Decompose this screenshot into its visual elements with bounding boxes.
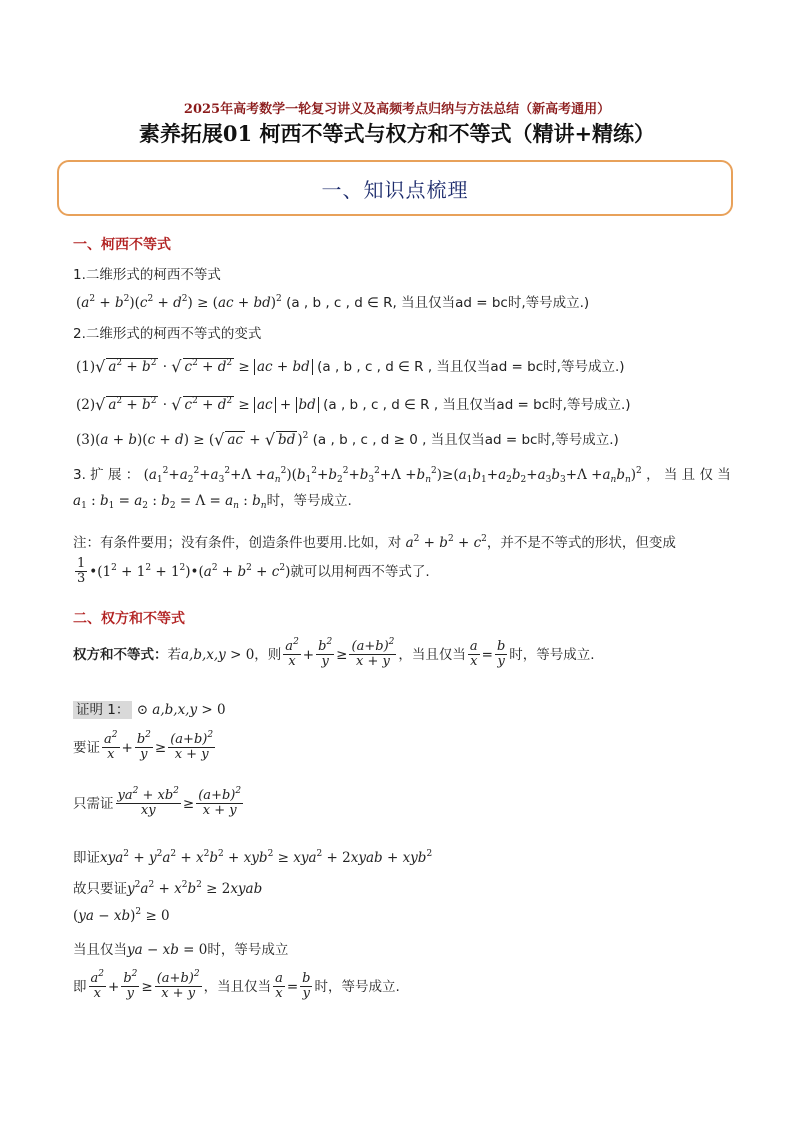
extension-label: 3. 扩 展 ： xyxy=(73,467,140,483)
extension-line-2: $a_1$ : $b_1 = a_2$ : $b_2 = \Lambda = a_n$ : $b_n$时，等号成立. xyxy=(73,493,352,511)
formula-variant-3: (3)(a + b)(c + d) ≥ (√ ac + √ bd )$^2$ (a , b , c , d ≥ 0 , 当且仅当ad = bc时,等号成立.) xyxy=(76,430,619,449)
proof-step-only-need: 只需证 $\frac{ya^2 + xb^2}{xy}$ ≥ $\frac{(a+b)^2}{x + y}$ xyxy=(73,786,242,819)
proof-step-equality: 当且仅当ya − xb = 0时，等号成立 xyxy=(73,942,289,958)
proof-step-require: 要证 $\frac{a^2}{x}$ + $\frac{b^2}{y}$ ≥ $\frac{(a+b)^2}{x + y}$ xyxy=(73,730,214,763)
note-line-1: 注：有条件要用；没有条件，创造条件也要用.比如，对 $a^2 + b^2 + c^2$，并不是不等式的形状，但变成 xyxy=(73,534,676,551)
section-banner xyxy=(57,160,733,216)
proof-equal-tail: 时，等号成立 xyxy=(207,942,289,958)
proof-equal-when: 当且仅当 xyxy=(73,942,127,958)
extension-line-1: 3. 扩 展 ： $(a_1^2+a_2^2+a_3^2+\Lambda +a_n^2)(b_1^2+b_2^2+b_3^2+\Lambda +b_n^2)\ge(a_1b_1+a_2b_2+a_3b_3+\Lambda +a_nb_n)^2$ ， 当 且 仅 当 xyxy=(73,466,731,485)
formula-variant-1: (1)√ $a^2 + b^2$ · √ $c^2 + d^2$ ≥ ac + bd (a , b , c , d ∈ R , 当且仅当ad = bc时,等号成立.) xyxy=(76,357,625,376)
note-text-2-tail: 就可以用柯西不等式了. xyxy=(290,563,430,580)
proof-step-square: (ya − xb)$^2$ ≥ 0 xyxy=(73,907,170,924)
proof-ie-label: 即证 xyxy=(73,850,100,866)
proof-conclusion: 即 $\frac{a^2}{x}$ + $\frac{b^2}{y}$ ≥ $\frac{(a+b)^2}{x + y}$ ，当且仅当 $\frac{a}{x}$ = $\frac{b}{y}$ 时，等号成立. xyxy=(73,969,400,1002)
definition-label: 权方和不等式： xyxy=(73,646,168,663)
item1-label: 1.二维形式的柯西不等式 xyxy=(73,267,221,283)
proof-require-label: 要证 xyxy=(73,739,100,756)
proof-only-need-label: 只需证 xyxy=(73,795,114,812)
proof-conclude-cond: ，当且仅当 xyxy=(203,978,272,995)
proof-start: 证明 1： ⊙ a,b,x,y > 0 xyxy=(73,698,226,718)
formula-cauchy-2d-condition: (a , b , c , d ∈ R, 当且仅当ad = bc时,等号成立.) xyxy=(286,295,590,311)
formula-variant-3-condition: (a , b , c , d ≥ 0 , 当且仅当ad = bc时,等号成立.) xyxy=(312,432,619,448)
formula-variant-1-condition: (a , b , c , d ∈ R , 当且仅当ad = bc时,等号成立.) xyxy=(317,359,625,375)
proof-step-so-only: 故只要证$y^2a^2 + x^2b^2$ ≥ 2xyab xyxy=(73,880,263,897)
item2-label: 2.二维形式的柯西不等式的变式 xyxy=(73,326,262,342)
proof-so-only-label: 故只要证 xyxy=(73,881,127,897)
proof-conclude-label: 即 xyxy=(73,978,87,995)
formula-cauchy-2d: $(a^2 + b^2)(c^2 + d^2) \ge (ac + bd)^2$ (a , b , c , d ∈ R, 当且仅当ad = bc时,等号成立.) xyxy=(76,294,590,311)
definition-if: 若 xyxy=(167,646,181,663)
document-subtitle: 2025年高考数学一轮复习讲义及高频考点归纳与方法总结（新高考通用） xyxy=(183,102,611,117)
extension-tail: ， 当 且 仅 当 xyxy=(646,467,731,483)
note-line-2: $\frac{1}{3}$ $•(1^2 + 1^2$ + $1^2)•(a^2 + b^2 + c^2)$就可以用柯西不等式了. xyxy=(77,556,430,587)
proof-conclude-tail: 时，等号成立. xyxy=(314,978,400,995)
section-heading-cauchy: 一、柯西不等式 xyxy=(73,237,171,253)
section-heading-power-sum: 二、权方和不等式 xyxy=(73,611,185,627)
formula-variant-2: (2)√ $a^2 + b^2$ · √ $c^2 + d^2$ ≥ ac + bd (a , b , c , d ∈ R , 当且仅当ad = bc时,等号成立.) xyxy=(76,395,631,414)
banner-label: 一、知识点梳理 xyxy=(321,177,469,202)
definition-tail: 时，等号成立. xyxy=(509,646,595,663)
proof-tag: 证明 1： xyxy=(73,701,132,719)
power-sum-definition: 权方和不等式：若a,b,x,y > 0，则 $\frac{a^2}{x}$ + $\frac{b^2}{y}$ ≥ $\frac{(a+b)^2}{x + y}$ ，当且仅当 $\frac{a}{x}$ = $\frac{b}{y}$ 时，等号成立. xyxy=(73,637,595,670)
document-title: 素养拓展01 柯西不等式与权方和不等式（精讲+精练） xyxy=(138,121,656,146)
note-text-1-tail: ，并不是不等式的形状，但变成 xyxy=(486,535,676,551)
formula-variant-2-condition: (a , b , c , d ∈ R , 当且仅当ad = bc时,等号成立.) xyxy=(323,397,631,413)
proof-step-ie: 即证$xya^2 + y^2a^2 + x^2b^2 + xyb^2 \ge xya^2$ + 2xyab + xyb$^2$ xyxy=(73,849,433,866)
definition-then: ，则 xyxy=(254,646,282,663)
definition-cond: ，当且仅当 xyxy=(398,646,466,663)
note-text-1: 注：有条件要用；没有条件，创造条件也要用.比如，对 xyxy=(73,535,402,551)
extension-line-2-tail: 时，等号成立. xyxy=(266,493,352,509)
